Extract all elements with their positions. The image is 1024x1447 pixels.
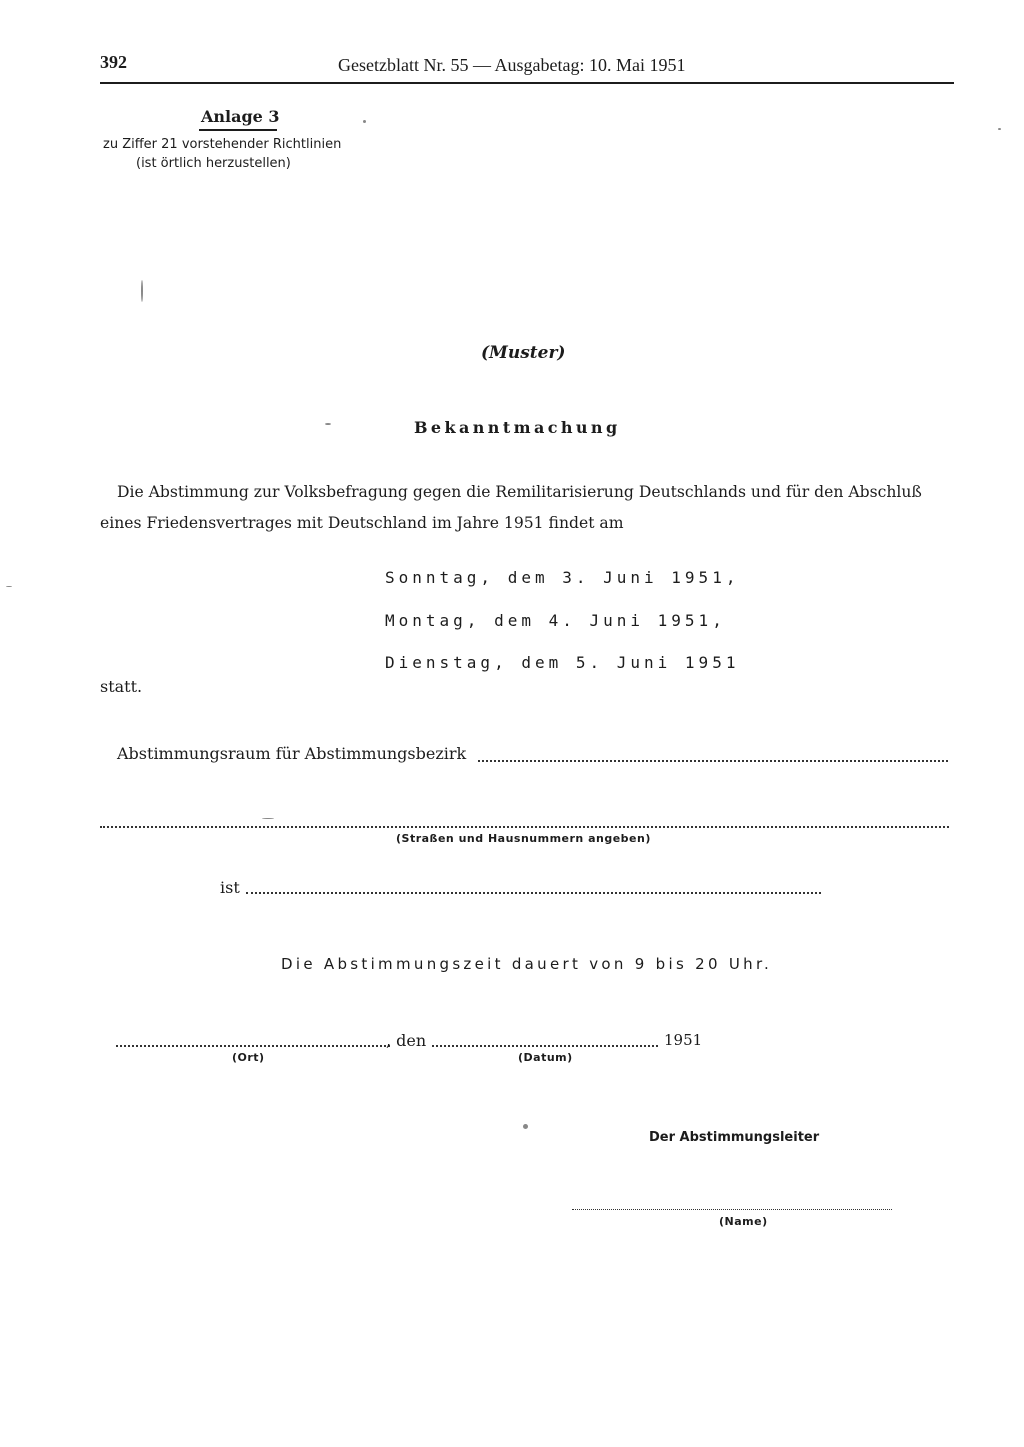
annex-line-2: (ist örtlich herzustellen) — [136, 156, 291, 171]
scan-speck — [262, 818, 274, 819]
datum-hint: (Datum) — [518, 1051, 573, 1064]
place-field[interactable] — [116, 1045, 390, 1047]
time-notice: Die Abstimmungszeit dauert von 9 bis 20 Uhr. — [281, 955, 773, 973]
street-hint: (Straßen und Hausnummern angeben) — [396, 832, 651, 845]
den-label: , den — [386, 1031, 427, 1050]
annex-line-1: zu Ziffer 21 vorstehender Richtlinien — [103, 137, 342, 152]
signature-name-field[interactable] — [572, 1209, 892, 1210]
page-number: 392 — [100, 52, 127, 72]
scan-speck — [6, 586, 12, 587]
sample-label: (Muster) — [481, 343, 566, 363]
annex-title-underline — [199, 129, 277, 131]
signer-title: Der Abstimmungsleiter — [649, 1130, 820, 1145]
scan-speck — [998, 128, 1001, 130]
notice-heading: Bekanntmachung — [414, 418, 621, 437]
year-label: 1951 — [664, 1031, 703, 1049]
scan-speck — [363, 120, 366, 123]
date-monday: Montag, dem 4. Juni 1951, — [385, 611, 726, 630]
room-label: Abstimmungsraum für Abstimmungsbezirk — [117, 744, 467, 763]
date-tuesday: Dienstag, dem 5. Juni 1951 — [385, 653, 740, 672]
intro-line-1: Die Abstimmung zur Volksbefragung gegen die Remilitarisierung Deutschlands und für den Abschluß — [117, 483, 922, 501]
date-field[interactable] — [432, 1045, 658, 1047]
scan-speck — [325, 423, 331, 425]
date-sunday: Sonntag, dem 3. Juni 1951, — [385, 568, 740, 587]
street-address-field[interactable] — [100, 826, 949, 828]
annex-title: Anlage 3 — [201, 107, 280, 126]
scan-speck — [523, 1124, 528, 1129]
page-header-title: Gesetzblatt Nr. 55 — Ausgabetag: 10. Mai 1951 — [338, 55, 686, 75]
intro-line-2: eines Friedensvertrages mit Deutschland im Jahre 1951 findet am — [100, 514, 624, 532]
location-field[interactable] — [246, 892, 821, 894]
room-district-field[interactable] — [478, 760, 948, 762]
statt-text: statt. — [100, 677, 143, 696]
header-rule — [100, 82, 954, 84]
ort-hint: (Ort) — [232, 1051, 265, 1064]
ist-label: ist — [220, 878, 240, 897]
scan-speck — [141, 280, 143, 302]
name-hint: (Name) — [719, 1215, 768, 1228]
